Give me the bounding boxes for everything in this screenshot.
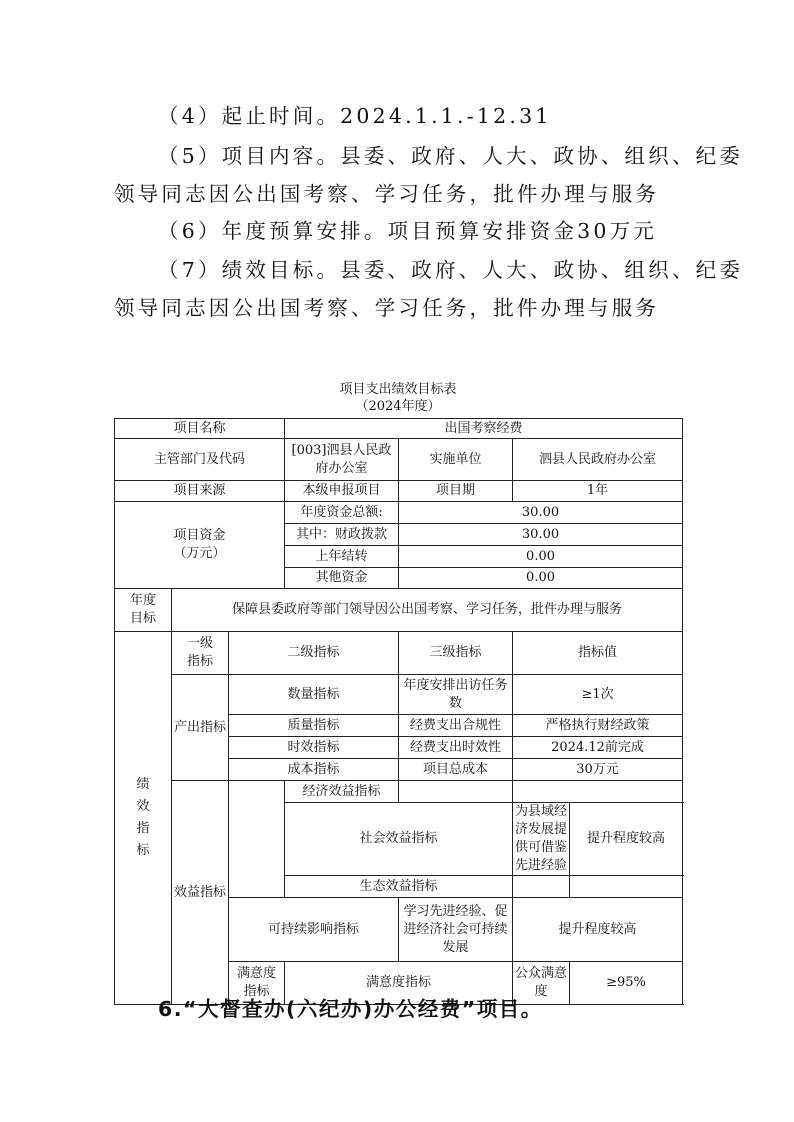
output-value: 30万元 [513, 759, 683, 781]
source-value: 本级申报项目 [285, 481, 399, 502]
source-label: 项目来源 [115, 481, 285, 502]
funds-row-label: 上年结转 [285, 546, 399, 568]
table-title: 项目支出绩效目标表 [339, 382, 457, 397]
performance-table [114, 418, 683, 1005]
output-label: 产出指标 [172, 675, 229, 781]
satisfaction-label: 满意度指标 [229, 962, 285, 1005]
benefit-value: 提升程度较高 [513, 898, 683, 962]
period-value: 1年 [513, 481, 683, 502]
para-6: 领导同志因公出国考察、学习任务，批件办理与服务 [114, 296, 660, 320]
benefit-l3 [399, 781, 513, 803]
funds-row-label: 其中：财政拨款 [285, 524, 399, 546]
funds-label-text: 项目资金 [173, 528, 226, 543]
satisfaction-l2: 满意度指标 [285, 962, 513, 1005]
benefit-l2: 社会效益指标 [285, 803, 513, 876]
impl-label: 实施单位 [399, 439, 513, 481]
header-l3: 三级指标 [399, 632, 513, 675]
header-l2: 二级指标 [229, 632, 399, 675]
output-value: 严格执行财经政策 [513, 715, 683, 737]
table-year: （2024年度） [355, 399, 441, 414]
output-value: 2024.12前完成 [513, 737, 683, 759]
dept-value: [003]泗县人民政府办公室 [285, 439, 399, 481]
indicators-label: 绩效指标 [115, 632, 172, 1005]
para-3: 领导同志因公出国考察、学习任务，批件办理与服务 [114, 182, 660, 206]
benefit-l2: 经济效益指标 [285, 781, 399, 803]
output-l2: 时效指标 [229, 737, 399, 759]
funds-label [115, 502, 285, 589]
dept-label: 主管部门及代码 [115, 439, 285, 481]
funds-row-label: 年度资金总额: [285, 502, 399, 524]
project-name: 出国考察经费 [285, 419, 683, 439]
para-2: （5）项目内容。县委、政府、人大、政协、组织、纪委 [158, 144, 744, 168]
benefit-value [513, 781, 683, 803]
header-value: 指标值 [513, 632, 683, 675]
benefit-spacer [229, 781, 285, 898]
benefit-l2: 可持续影响指标 [229, 898, 399, 962]
output-l2: 成本指标 [229, 759, 399, 781]
header-l1: 一级指标 [172, 632, 229, 675]
project-name-label: 项目名称 [115, 419, 285, 439]
output-l3: 年度安排出访任务数 [399, 675, 513, 715]
funds-row-value: 0.00 [399, 546, 683, 568]
benefit-label: 效益指标 [172, 781, 229, 1005]
satisfaction-l3: 公众满意度 [513, 962, 570, 1005]
satisfaction-value: ≥95% [570, 962, 683, 1005]
output-value: ≥1次 [513, 675, 683, 715]
benefit-value [570, 876, 683, 898]
output-l3: 经费支出时效性 [399, 737, 513, 759]
benefit-l2: 生态效益指标 [285, 876, 513, 898]
benefit-value: 提升程度较高 [570, 803, 683, 876]
period-label: 项目期 [399, 481, 513, 502]
benefit-l3: 为县域经济发展提供可借鉴先进经验 [513, 803, 570, 876]
output-l2: 数量指标 [229, 675, 399, 715]
output-l3: 经费支出合规性 [399, 715, 513, 737]
impl-value: 泗县人民政府办公室 [513, 439, 683, 481]
benefit-l3 [513, 876, 570, 898]
funds-unit-text: （万元） [173, 546, 226, 561]
annual-goal: 保障县委政府等部门领导因公出国考察、学习任务，批件办理与服务 [172, 589, 683, 632]
benefit-l3: 学习先进经验、促进经济社会可持续发展 [399, 898, 513, 962]
funds-row-value: 0.00 [399, 568, 683, 589]
funds-row-value: 30.00 [399, 502, 683, 524]
next-section-heading: 6.“大督查办(六纪办)办公经费”项目。 [158, 997, 543, 1021]
output-l3: 项目总成本 [399, 759, 513, 781]
para-4: （6）年度预算安排。项目预算安排资金30万元 [158, 219, 658, 243]
annual-goal-label: 年度目标 [115, 589, 172, 632]
para-5: （7）绩效目标。县委、政府、人大、政协、组织、纪委 [158, 258, 744, 282]
para-1: （4）起止时间。2024.1.1.-12.31 [158, 104, 552, 128]
funds-row-value: 30.00 [399, 524, 683, 546]
output-l2: 质量指标 [229, 715, 399, 737]
funds-row-label: 其他资金 [285, 568, 399, 589]
